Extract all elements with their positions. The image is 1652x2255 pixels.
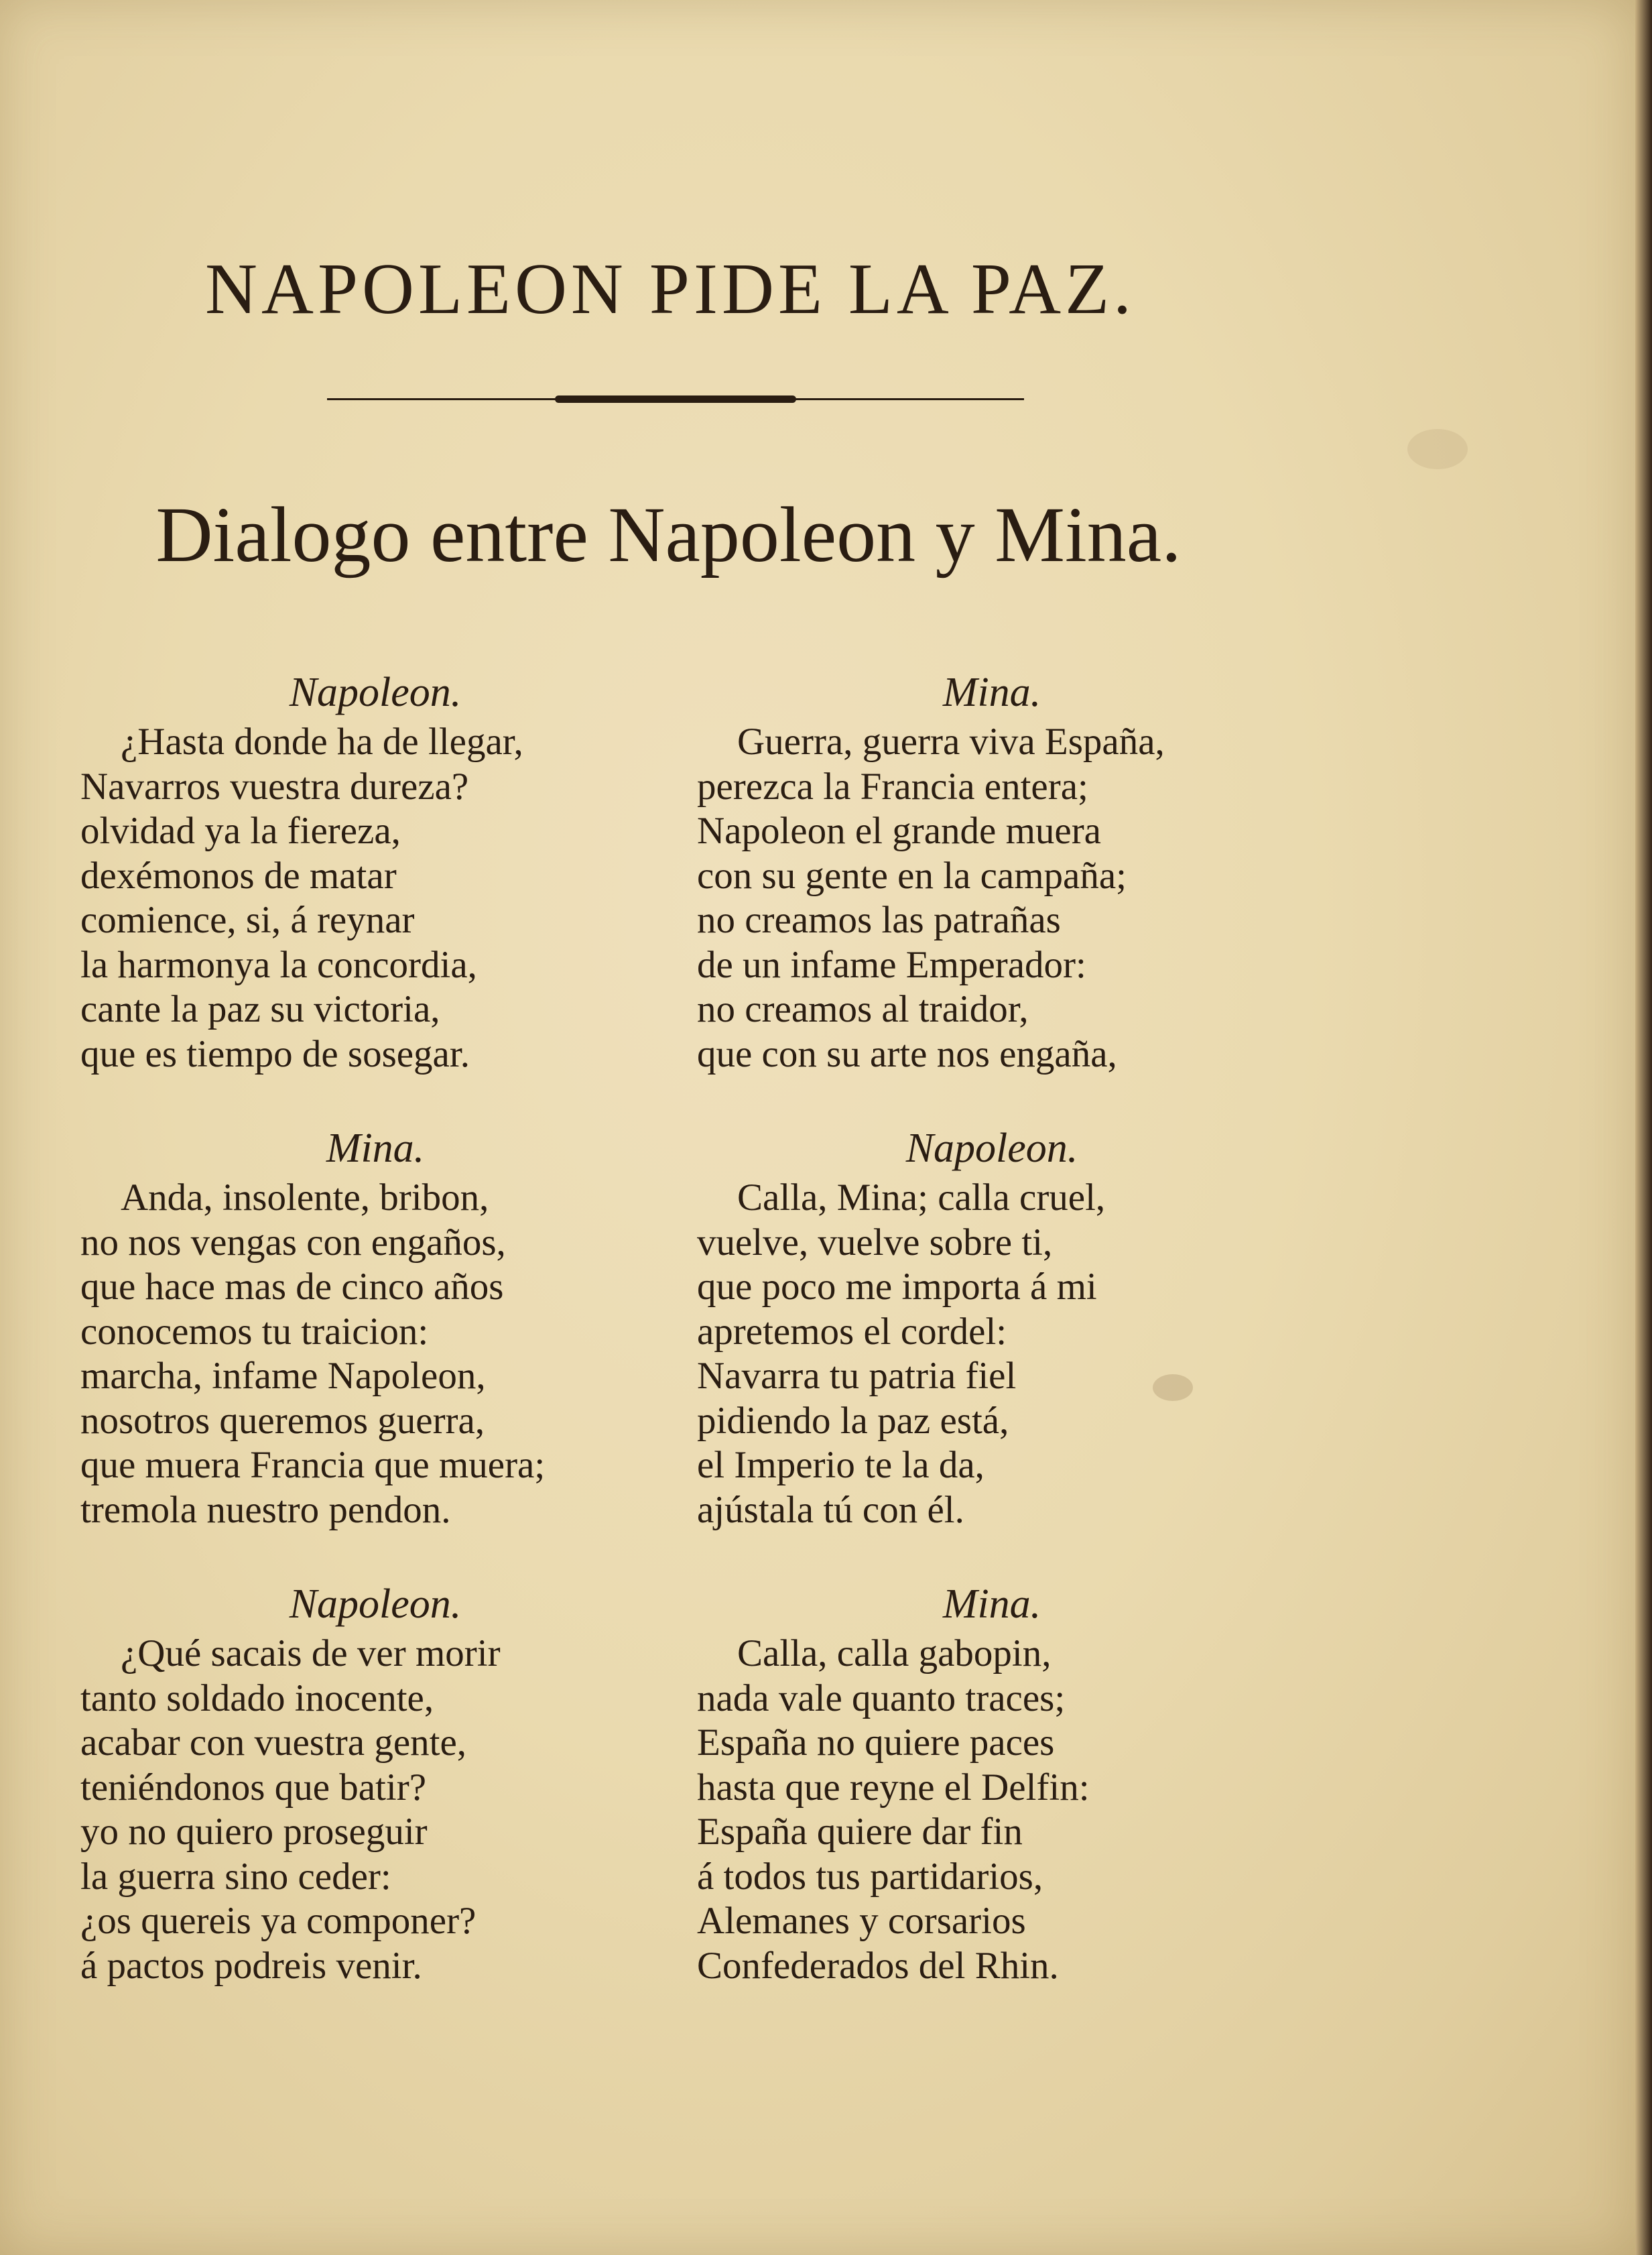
verse-line: nosotros queremos guerra, <box>80 1399 485 1442</box>
speaker-name: Napoleon. <box>905 1125 1078 1171</box>
verse-line: el Imperio te la da, <box>697 1444 984 1486</box>
verse-line: comience, si, á reynar <box>80 899 415 941</box>
verse-line: olvidad ya la fiereza, <box>80 810 401 852</box>
stanza <box>80 670 670 1077</box>
verse-line: marcha, infame Napoleon, <box>80 1355 486 1397</box>
verse-line: que es tiempo de sosegar. <box>80 1032 470 1075</box>
verse-line: teniéndonos que batir? <box>80 1766 427 1809</box>
verse-line: Confederados del Rhin. <box>697 1944 1059 1987</box>
verse-line: vuelve, vuelve sobre ti, <box>697 1221 1053 1264</box>
stain <box>1407 429 1468 469</box>
verse-line: apretemos el cordel: <box>697 1310 1007 1353</box>
verse-line: ¿os quereis ya componer? <box>80 1900 476 1942</box>
verse-line: pidiendo la paz está, <box>697 1399 1009 1442</box>
verse-line: Anda, insolente, bribon, <box>121 1176 489 1219</box>
verse-line: no nos vengas con engaños, <box>80 1221 506 1264</box>
verse-line: tanto soldado inocente, <box>80 1677 434 1719</box>
verse-line: no creamos las patrañas <box>697 899 1061 941</box>
verse-line: España quiere dar fin <box>697 1811 1023 1853</box>
speaker-name: Mina. <box>326 1125 425 1171</box>
verse-line: Alemanes y corsarios <box>697 1900 1026 1942</box>
verse-line: nada vale quanto traces; <box>697 1677 1066 1719</box>
verse-line: perezca la Francia entera; <box>697 765 1088 808</box>
verse-line: no creamos al traidor, <box>697 988 1029 1030</box>
verse-line: Navarra tu patria fiel <box>697 1355 1017 1397</box>
verse-line: hasta que reyne el Delfin: <box>697 1766 1090 1809</box>
verse-line: acabar con vuestra gente, <box>80 1721 467 1764</box>
stanza <box>697 670 1287 1077</box>
verse-line: á pactos podreis venir. <box>80 1944 422 1987</box>
verse-line: que poco me importa á mi <box>697 1266 1097 1308</box>
verse-line: de un infame Emperador: <box>697 943 1086 986</box>
verse-line: Calla, calla gabopin, <box>737 1632 1052 1674</box>
verse-line: la guerra sino ceder: <box>80 1855 391 1898</box>
verse-line: Calla, Mina; calla cruel, <box>737 1176 1106 1219</box>
verse-line: cante la paz su victoria, <box>80 988 440 1030</box>
verse-line: Napoleon el grande muera <box>697 810 1101 852</box>
verse-line: Guerra, guerra viva España, <box>737 721 1165 763</box>
page-title: NAPOLEON PIDE LA PAZ. <box>204 249 1136 329</box>
verse-line: la harmonya la concordia, <box>80 943 477 986</box>
stanza <box>80 1582 670 1988</box>
page-edge <box>1635 0 1652 2255</box>
verse-line: que muera Francia que muera; <box>80 1444 546 1486</box>
verse-line: ¿Qué sacais de ver morir <box>121 1632 501 1674</box>
verse-line: que con su arte nos engaña, <box>697 1032 1117 1075</box>
stanza <box>697 1126 1287 1532</box>
verse-line: ajústala tú con él. <box>697 1488 964 1531</box>
verse-line: ¿Hasta donde ha de llegar, <box>121 721 523 763</box>
verse-line: que hace mas de cinco años <box>80 1266 504 1308</box>
verse-line: dexémonos de matar <box>80 854 397 897</box>
speaker-name: Mina. <box>942 670 1041 715</box>
speaker-name: Napoleon. <box>289 670 462 715</box>
verse-line: con su gente en la campaña; <box>697 854 1127 897</box>
title-divider <box>327 394 1024 404</box>
page-subtitle: Dialogo entre Napoleon y Mina. <box>155 491 1182 578</box>
verse-line: á todos tus partidarios, <box>697 1855 1043 1898</box>
verse-line: yo no quiero proseguir <box>80 1811 428 1853</box>
speaker-name: Napoleon. <box>289 1581 462 1627</box>
verse-line: España no quiere paces <box>697 1721 1055 1764</box>
speaker-name: Mina. <box>942 1581 1041 1627</box>
verse-line: tremola nuestro pendon. <box>80 1488 451 1531</box>
verse-line: conocemos tu traicion: <box>80 1310 429 1353</box>
verse-line: Navarros vuestra dureza? <box>80 765 469 808</box>
stanza <box>80 1126 670 1532</box>
stanza <box>697 1582 1287 1988</box>
